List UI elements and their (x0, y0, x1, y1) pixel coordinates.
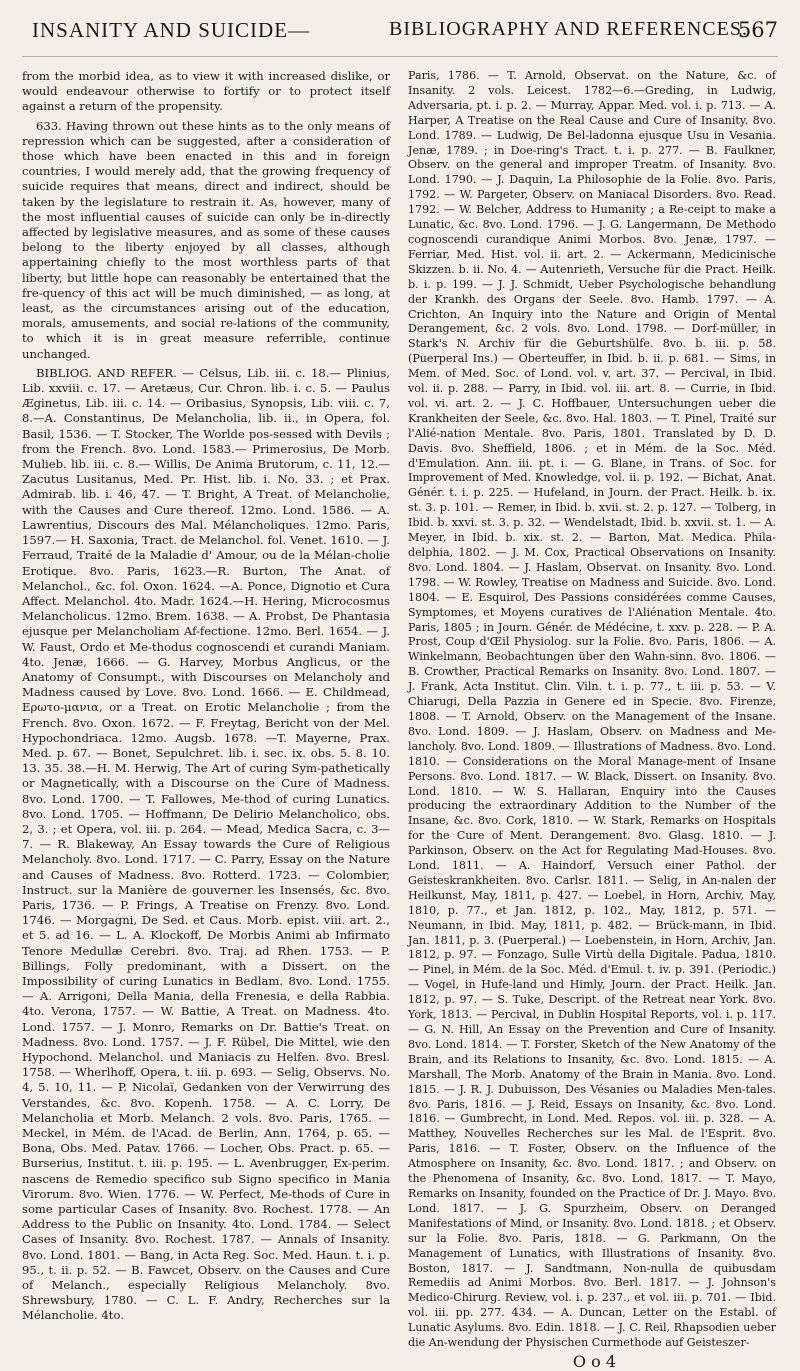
bibliography-start: BIBLIOG. AND REFER. — Celsus, Lib. iii. c. 18.— Plinius, Lib. xxviii. c. 17. — Aretæus, Cur. Chron. lib. i. c. 5. — Paulus Æginetus, Lib. iii. c. 14. — Oribasius, Synopsis, Lib. viii. c. 7, 8.—A. Constantinus, De Melancholia, lib. ii., in Opera, fol. Basil, 1536. — T. Stocker, The Worlde pos-sessed with Devils ; from the French. 8vo. Lond. 1583.— Primerosius, De Morb. Mulieb. lib. iii. c. 8.— Willis, De Anima Brutorum, c. 11, 12.— Zacutus Lusitanus, Med. Pr. Hist. lib. i. No. 33. ; et Prax. Admirab. lib. i. 46, 47. — T. Bright, A Treat. of Melancholie, with the Causes and Cure thereof. 12mo. Lond. 1586. — A. Lawrentius, Discours des Mal. Mélancholiques. 12mo. Paris, 1597.— H. Saxonia, Tract. de Melanchol. fol. Venet. 1610. — J. Ferraud, Traité de la Maladie d' Amour, ou de la Mélan-cholie Erotique. 8vo. Paris, 1623.—R. Burton, The Anat. of Melanchol., &c. fol. Oxon. 1624. —A. Ponce, Dignotio et Cura Affect. Melanchol. 4to. Madr. 1624.—H. Hering, Microcosmus Melancholicus. 12mo. Brem. 1638. — A. Probst, De Phantasia ejusque per Melancholiam Af-fectione. 12mo. Berl. 1654. — J. W. Faust, Ordo et Me-thodus cognoscendi et curandi Maniam. 4to. Jenæ, 1666. — G. Harvey, Morbus Anglicus, or the Anatomy of Consumpt., with Discourses on Melancholy and Madness caused by Love. 8vo. Lond. 1666. — E. Childmead, Eρωτο-μανια, or a Treat. on Erotic Melancholie ; from the French. 8vo. Oxon. 1672. — F. Freytag, Bericht von der Mel. Hypochondriaca. 12mo. Augsb. 1678. —T. Mayerne, Prax. Med. p. 67. — Bonet, Sepulchret. lib. i. sec. ix. obs. 5. 8. 10. 13. 35. 38.—H. M. Herwig, The Art of curing Sym-pathetically or Magnetically, with a Discourse on the Cure of Madness. 8vo. Lond. 1700. — T. Fallowes, Me-thod of curing Lunatics. 8vo. Lond. 1705. — Hoffmann, De Delirio Melancholico, obs. 2, 3. ; et Opera, vol. iii. p. 264. — Mead, Medica Sacra, c. 3—7. — R. Blakeway, An Essay towards the Cure of Religious Melancholy. 8vo. Lond. 1717. — C. Parry, Essay on the Nature and Causes of Madness. 8vo. Rotterd. 1723. — Colombier, Instruct. sur la Manière de gouverner les Insensés, &c. 8vo. Paris, 1736. — P. Frings, A Treatise on Frenzy. 8vo. Lond. 1746. — Morgagni, De Sed. et Caus. Morb. epist. viii. art. 2., et 5. ad 16. — L. A. Klockoff, De Morbis Animi ab Infirmato Tenore Medullæ Cerebri. 8vo. Traj. ad Rhen. 1753. — P. Billings, Folly predominant, with a Dissert. on the Impossibility of curing Lunatics in Bedlam. 8vo. Lond. 1755. — A. Arrigoni, Della Mania, della Frenesia, e della Rabbia. 4to. Verona, 1757. — W. Battie, A Treat. on Madness. 4to. Lond. 1757. — J. Monro, Remarks on Dr. Battie's Treat. on Madness. 8vo. Lond. 1757. — J. F. Rübel, Die Mittel, wie den Hypochond. Melanchol. und Maniacis zu Helfen. 8vo. Bresl. 1758. — Wherlhoff, Opera, t. iii. p. 693. — Selig, Observs. No. 4, 5. 10, 11. — P. Nicolaï, Gedanken von der Verwirrung des Verstandes, &c. 8vo. Kopenh. 1758. — A. C. Lorry, De Melancholia et Morb. Melanch. 2 vols. 8vo. Paris, 1765. — Meckel, in Mém. de l'Acad. de Berlin, Ann. 1764, p. 65. — Bona, Obs. Med. Patav. 1766. — Locher, Obs. Pract. p. 65. — Burserius, Institut. t. iii. p. 195. — L. Avenbrugger, Ex-perim. nascens de Remedio specifico sub Signo specifico in Mania Virorum. 8vo. Wien. 1776. — W. Perfect, Me-thods of Cure in some particular Cases of Insanity. 8vo. Rochest. 1778. — An Address to the Public on Insanity. 4to. Lond. 1784. — Select Cases of Insanity. 8vo. Rochest. 1787. — Annals of Insanity. 8vo. Lond. 1801. — Bang, in Acta Reg. Soc. Med. Haun. t. i. p. 95., t. ii. p. 52. — B. Fawcet, Observ. on the Causes and Cure of Melanch., especially Religious Melancholy. 8vo. Shrewsbury, 1780. — C. L. F. Andry, Recherches sur la Mélancholie. 4to. (22, 365, 390, 1323)
paragraph-633: 633. Having thrown out these hints as to the only means of repression which can be suggested, after a consideration of those which have been enacted in this and in foreign countries, I would merely add, that the growing frequency of suicide requires that means, direct and indirect, should be taken by the legislature to restrain it. As, however, many of the most influential causes of suicide can only be in-directly affected by legislative measures, and as some of these causes belong to the liberty enjoyed by all classes, although appertaining chiefly to the most worthless parts of that liberty, but little hope can reasonably be entertained that the fre-quency of this act will be much diminished, — as long, at least, as the circumstances arising out of the education, morals, amusements, and social re-lations of the community, to which it is in great measure referrible, continue unchanged. (22, 118, 390, 361)
bibliography-continued: Paris, 1786. — T. Arnold, Observat. on the Nature, &c. of Insanity. 2 vols. Leicest. 1782—6.—Greding, in Ludwig, Adversaria, pt. i. p. 2. — Murray, Appar. Med. vol. i. p. 713. — A. Harper, A Treatise on the Real Cause and Cure of Insanity. 8vo. Lond. 1789. — Ludwig, De Bel-ladonna ejusque Usu in Vesania. Jenæ, 1789. ; in Doe-ring's Tract. t. i. p. 277. — B. Faulkner, Observ. on the general and improper Treatm. of Insanity. 8vo. Lond. 1790. — J. Daquin, La Philosophie de la Folie. 8vo. Paris, 1792. — W. Pargeter, Observ. on Maniacal Disorders. 8vo. Read. 1792. — W. Belcher, Address to Humanity ; a Re-ceipt to make a Lunatic, &c. 8vo. Lond. 1796. — J. G. Langermann, De Methodo cognoscendi curandique Animi Morbos. 8vo. Jenæ, 1797. — Ferriar, Med. Hist. vol. ii. art. 2. — Ackermann, Medicinische Skizzen. b. ii. No. 4. — Autenrieth, Versuche für die Pract. Heilk. b. i. p. 199. — J. J. Schmidt, Ueber Psychologische behandlung der Krankh. des Organs der Seele. 8vo. Hamb. 1797. — A. Crichton, An Inquiry into the Nature and Origin of Mental Derangement, &c. 2 vols. 8vo. Lond. 1798. — Dorf-müller, in Stark's N. Archiv für die Geburtshülfe. 8vo. b. iii. p. 58. (Puerperal Ins.) — Oberteuffer, in Ibid. b. ii. p. 681. — Sims, in Mem. of Med. Soc. of Lond. vol. v. art. 37. — Percival, in Ibid. vol. ii. p. 288. — Parry, in Ibid. vol. iii. art. 8. — Currie, in Ibid. vol. vi. art. 2. — J. C. Hoffbauer, Untersuchungen ueber die Krankheiten der Seele, &c. 8vo. Hal. 1803. — T. Pinel, Traité sur l'Alié-nation Mentale. 8vo. Paris, 1801. Translated by D. D. Davis. 8vo. Sheffield, 1806. ; et in Mém. de la Soc. Méd. d'Emulation. Ann. iii. pt. i. — G. Blane, in Trans. of Soc. for Improvement of Med. Knowledge, vol. ii. p. 192. — Bichat, Anat. Génér. t. i. p. 225. — Hufeland, in Journ. der Pract. Heilk. b. ix. st. 3. p. 101. — Remer, in Ibid. b. xvii. st. 2. p. 127. — Tolberg, in Ibid. b. xxvi. st. 3. p. 32. — Wendelstadt, Ibid. b. xxvii. st. 1. — A. Meyer, in Ibid. b. xix. st. 2. — Barton, Mat. Medica. Phila-delphia, 1802. — J. M. Cox, Practical Observations on Insanity. 8vo. Lond. 1804. — J. Haslam, Observat. on Insanity. 8vo. Lond. 1798. — W. Rowley, Treatise on Madness and Suicide. 8vo. Lond. 1804. — E. Esquirol, Des Passions considérées comme Causes, Symptomes, et Moyens curatives de l'Aliénation Mentale. 4to. Paris, 1805 ; in Journ. Génér. de Médécine, t. xxv. p. 228. — P. A. Prost, Coup d'Œil Physiolog. sur la Folie. 8vo. Paris, 1806. — A. Winkelmann, Beobachtungen über den Wahn-sinn. 8vo. 1806. — B. Crowther, Practical Remarks on Insanity. 8vo. Lond. 1807. — J. Frank, Acta Institut. Clin. Viln. t. i. p. 77., t. iii. p. 53. — V. Chiarugi, Della Pazzia in Genere ed in Specie. 8vo. Firenze, 1808. — T. Arnold, Observ. on the Management of the Insane. 8vo. Lond. 1809. — J. Haslam, Observ. on Madness and Me-lancholy. 8vo. Lond. 1809. — Illustrations of Madness. 8vo. Lond. 1810. — Considerations on the Moral Manage-ment of Insane Persons. 8vo. Lond. 1817. — W. Black, Dissert. on Insanity. 8vo. Lond. 1810. — W. S. Hallaran, Enquiry into the Causes producing the extraordinary Addition to the Number of the Insane, &c. 8vo. Cork, 1810. — W. Stark, Remarks on Hospitals for the Cure of Ment. Derangement. 8vo. Glasg. 1810. — J. Parkinson, Observ. on the Act for Regulating Mad-Houses. 8vo. Lond. 1811. — A. Haindorf, Versuch einer Pathol. der Geisteskrankheiten. 8vo. Carlsr. 1811. — Selig, in An-nalen der Heilkunst, May, 1811, p. 427. — Loebel, in Horn, Archiv, May, 1810, p. 77., et Jan. 1812, p. 102., May, 1812, p. 571. — Neumann, in Ibid. May, 1811, p. 482. — Brück-mann, in Ibid. Jan. 1811, p. 3. (Puerperal.) — Loebenstein, in Horn, Archiv, Jan. 1812, p. 97. — Fonzago, Sulle Virtù della Digitale. Padua, 1810. — Pinel, in Mém. de la Soc. Méd. d'Emul. t. iv. p. 391. (Periodic.) — Vogel, in Hufe-land und Himly, Journ. der Pract. Heilk. Jan. 1812, p. 97. — S. Tuke, Descript. of the Retreat near York. 8vo. York, 1813. — Percival, in Dublin Hospital Reports, vol. i. p. 117. — G. N. Hill, An Essay on the Prevention and Cure of Insanity. 8vo. Lond. 1814. — T. Forster, Sketch of the New Anatomy of the Brain, and its Relations to Insanity, &c. 8vo. Lond. 1815. — A. Marshall, The Morb. Anatomy of the Brain in Mania. 8vo. Lond. 1815. — J. R. J. Dubuisson, Des Vésanies ou Maladies Men-tales. 8vo. Paris, 1816. — J. Reid, Essays on Insanity, &c. 8vo. Lond. 1816. — Gumbrecht, in Lond. Med. Repos. vol. iii. p. 328. — A. Matthey, Nouvelles Recherches sur les Mal. de l'Esprit. 8vo. Paris, 1816. — T. Foster, Observ. on the Influence of the Atmosphere on Insanity, &c. 8vo. Lond. 1817. ; and Observ. on the Phenomena of Insanity, &c. 8vo. Lond. 1817. — T. Mayo, Remarks on Insanity, founded on the Practice of Dr. J. Mayo. 8vo. Lond. 1817. — J. G. Spurzheim, Observ. on Deranged Manifestations of Mind, or Insanity. 8vo. Lond. 1818. ; et Observ. sur la Folie. 8vo. Paris, 1818. — G. Parkmann, On the Management of Lunatics, with Illustrations of Insanity. 8vo. Boston, 1817. — J. Sandtmann, Non-nulla de quibusdam Remediis ad Animi Morbos. 8vo. Berl. 1817. — J. Johnson's Medico-Chirurg. Review, vol. i. p. 237., et vol. iii. p. 701. — Ibid. vol. iii. pp. 277. 434. — A. Duncan, Letter on the Establ. of Lunatic Asylums. 8vo. Edin. 1818. — J. C. Reil, Rhapsodien ueber die An-wendung der Physischen Curmethode auf Geisteszer- (408, 69, 776, 1350)
paragraph-continued: from the morbid idea, as to view it with increased dislike, or would endeavour otherwise to fortify or to protect itself against a return of the propensity. (22, 69, 390, 114)
left-column (22, 69, 390, 1370)
running-header (22, 16, 778, 57)
text-columns (22, 69, 778, 1370)
page-number: 567 (737, 18, 778, 42)
header-right: BIBLIOGRAPHY AND REFERENCES. (389, 18, 748, 40)
header-left: INSANITY AND SUICIDE— (32, 18, 311, 42)
signature-mark: O o 4 (572, 1351, 616, 1371)
right-column (408, 69, 776, 1370)
